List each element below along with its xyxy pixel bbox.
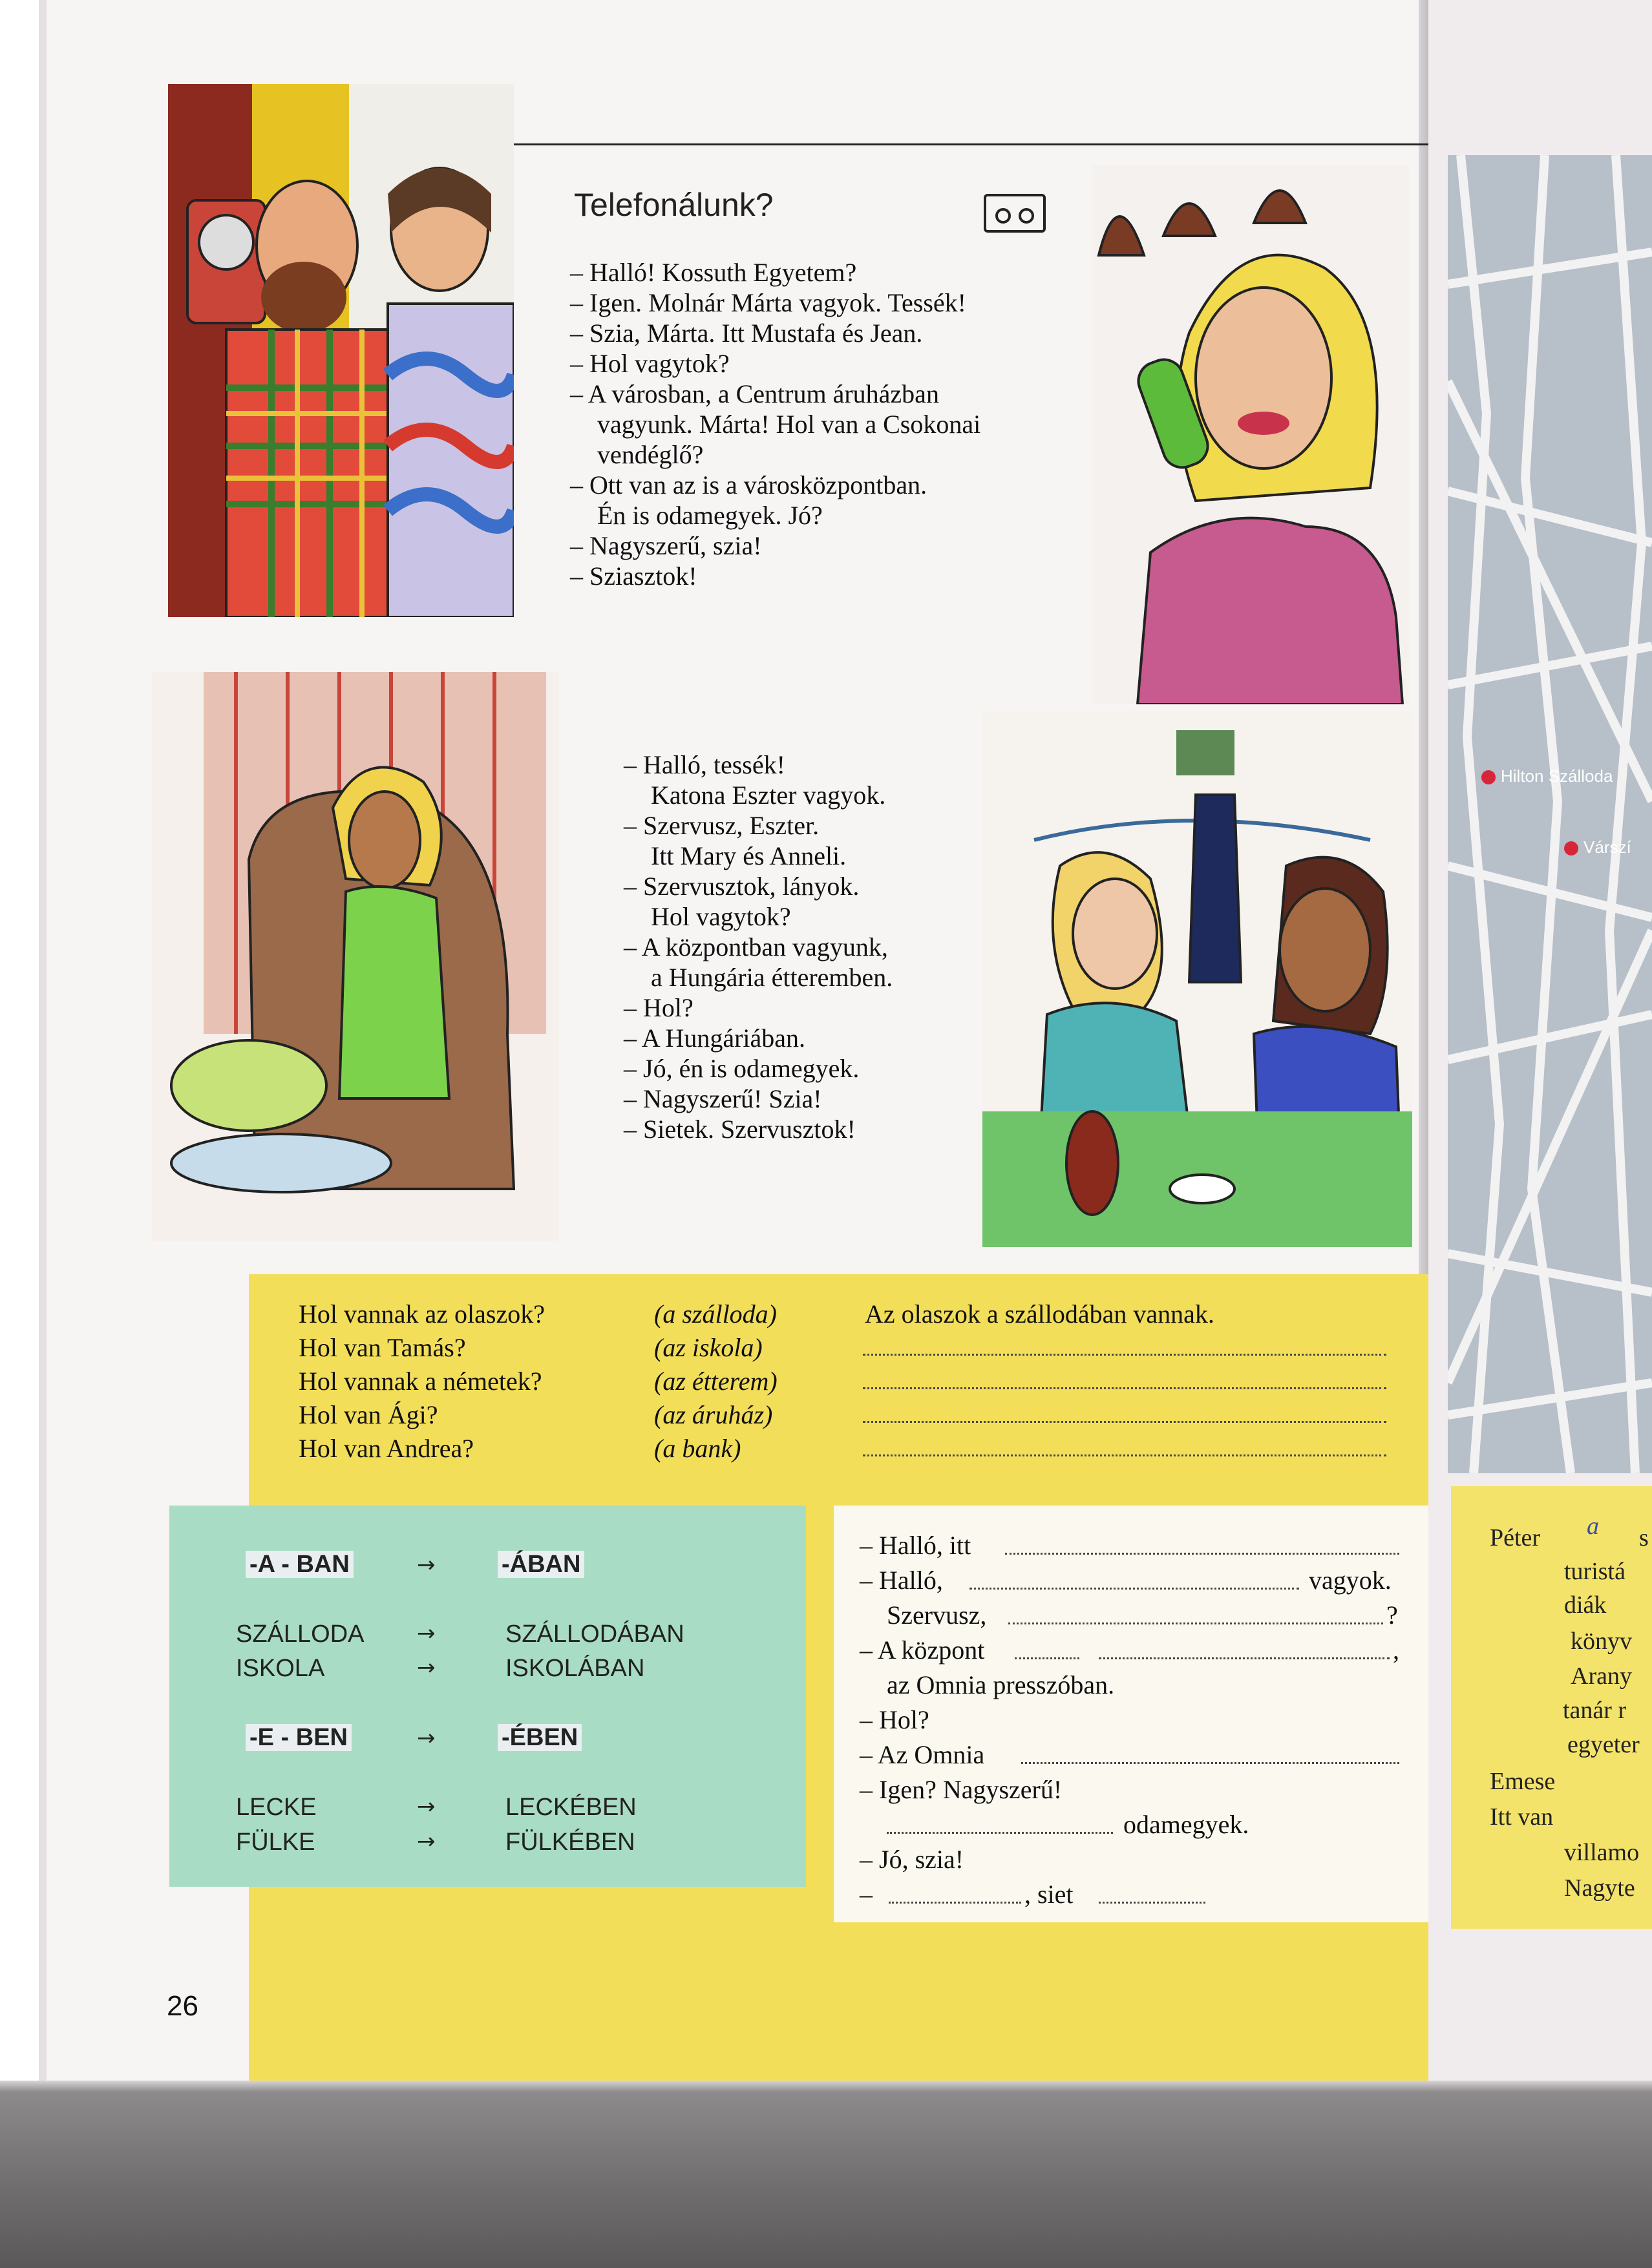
dialogue-line: – Sietek. Szervusztok! — [624, 1115, 856, 1144]
dialogue-line: Hol vagytok? — [651, 902, 791, 931]
dialogue-line: a Hungária étteremben. — [651, 963, 893, 992]
dialogue-line: – A központban vagyunk, — [624, 932, 888, 961]
dialogue-line: vagyunk. Márta! Hol van a Csokonai — [597, 410, 981, 439]
dialogue-line: – Jó, én is odamegyek. — [624, 1054, 860, 1083]
fill-line: – Halló, — [860, 1566, 943, 1595]
arrow-icon: → — [417, 1725, 436, 1751]
dialogue-1 — [570, 257, 980, 591]
dialogue-line: – Nagyszerű, szia! — [570, 531, 762, 560]
right-line: egyeter — [1567, 1731, 1640, 1758]
dialogue-line: – Hol? — [624, 993, 694, 1022]
page-number: 26 — [167, 1990, 198, 2022]
map-streets — [1448, 155, 1652, 1473]
right-line: tanár r — [1563, 1697, 1627, 1724]
illustration-restaurant — [982, 711, 1412, 1247]
dialogue-line: – A városban, a Centrum áruházban — [570, 379, 939, 408]
dialogue-line: – A Hungáriában. — [624, 1024, 806, 1053]
dialogue-line: – Szervusztok, lányok. — [624, 872, 860, 901]
example-word: SZÁLLODÁBAN — [505, 1621, 684, 1648]
fill-line: vagyok. — [1309, 1566, 1392, 1595]
fill-line: ? — [1386, 1601, 1398, 1630]
hint: (a szálloda) — [654, 1299, 777, 1328]
example-answer: Az olaszok a szállodában vannak. — [865, 1299, 1214, 1328]
fill-line: – — [860, 1880, 873, 1909]
suffix-rule: -A - BAN — [246, 1551, 354, 1579]
dialogue-line: – Halló! Kossuth Egyetem? — [570, 258, 857, 287]
dialogue-line: Itt Mary és Anneli. — [651, 841, 847, 870]
dialogue-2 — [624, 750, 893, 1144]
dialogue-line: – Szia, Márta. Itt Mustafa és Jean. — [570, 319, 923, 348]
right-line: könyv — [1571, 1628, 1632, 1655]
header-rule — [511, 143, 1428, 145]
suffix-rule: -ÉBEN — [498, 1724, 582, 1752]
right-line: Péter — [1490, 1524, 1541, 1551]
page-edge — [39, 0, 47, 2081]
right-line: Nagyte — [1564, 1874, 1635, 1902]
fill-blank[interactable] — [969, 1586, 1299, 1590]
example-word: FÜLKE — [236, 1829, 315, 1856]
answer-line[interactable] — [863, 1419, 1386, 1423]
example-word: ISKOLA — [236, 1655, 325, 1682]
right-line: villamo — [1564, 1839, 1640, 1866]
example-word: SZÁLLODA — [236, 1621, 365, 1648]
fill-line: – Igen? Nagyszerű! — [860, 1775, 1063, 1804]
fill-blank[interactable] — [1099, 1655, 1390, 1659]
dialogue-line: Katona Eszter vagyok. — [651, 781, 886, 810]
right-line: Emese — [1490, 1768, 1556, 1795]
fill-line: – Jó, szia! — [860, 1845, 964, 1874]
fill-line: – A központ — [860, 1635, 985, 1664]
fill-blank[interactable] — [1008, 1621, 1383, 1624]
fill-line: , — [1393, 1635, 1399, 1664]
hint: (a bank) — [654, 1434, 741, 1463]
right-line: diák — [1564, 1591, 1607, 1619]
map-marker-varszinhaz — [1564, 841, 1578, 856]
illustration-woman-armchair — [152, 672, 559, 1241]
dialogue-line: – Ott van az is a városközpontban. — [570, 470, 927, 499]
fill-blank[interactable] — [1099, 1900, 1205, 1904]
question: Hol vannak az olaszok? — [299, 1299, 545, 1328]
map-label-hilton: Hilton Szálloda — [1501, 766, 1613, 786]
example-word: FÜLKÉBEN — [505, 1829, 635, 1856]
dialogue-line: – Szervusz, Eszter. — [624, 811, 820, 840]
hint: (az iskola) — [654, 1333, 763, 1362]
fill-line: odamegyek. — [1123, 1810, 1249, 1839]
suffix-rule: -ÁBAN — [498, 1551, 584, 1579]
fill-line: – Hol? — [860, 1705, 929, 1734]
dialogue-line: vendéglő? — [597, 440, 704, 469]
example-word: ISKOLÁBAN — [505, 1655, 645, 1682]
fill-blank[interactable] — [1005, 1551, 1399, 1555]
fill-line: Szervusz, — [887, 1601, 987, 1630]
fill-blank[interactable] — [1015, 1655, 1079, 1659]
map-marker-hilton — [1481, 770, 1496, 784]
dialogue-line: – Halló, tessék! — [624, 750, 785, 779]
fill-line: az Omnia presszóban. — [887, 1670, 1115, 1699]
city-map — [1448, 155, 1652, 1473]
right-line: s — [1639, 1524, 1649, 1551]
question: Hol van Tamás? — [299, 1333, 466, 1362]
right-line: turistá — [1564, 1558, 1626, 1585]
fill-blank[interactable] — [889, 1900, 1021, 1904]
dialogue-line: – Sziasztok! — [570, 562, 697, 591]
answer-line[interactable] — [863, 1385, 1386, 1389]
arrow-icon: → — [417, 1552, 436, 1578]
hint: (az étterem) — [654, 1367, 778, 1396]
question: Hol vannak a németek? — [299, 1367, 542, 1396]
question: Hol van Ági? — [299, 1400, 438, 1429]
fill-blank[interactable] — [1021, 1760, 1399, 1764]
illustration-woman-phone — [1092, 165, 1409, 704]
example-word: LECKE — [236, 1794, 317, 1821]
fill-line: – Halló, itt — [860, 1531, 971, 1560]
arrow-icon: → — [417, 1829, 436, 1854]
example-word: LECKÉBEN — [505, 1794, 637, 1821]
illustration-men-phone — [168, 84, 514, 617]
arrow-icon: → — [417, 1621, 436, 1646]
dialogue-line: – Igen. Molnár Márta vagyok. Tessék! — [570, 288, 966, 317]
arrow-icon: → — [417, 1655, 436, 1681]
answer-line[interactable] — [863, 1453, 1386, 1456]
section-title: Telefonálunk? — [574, 187, 774, 223]
dialogue-line: Én is odamegyek. Jó? — [597, 501, 823, 530]
map-label-varszinhaz: Várszí — [1583, 837, 1631, 857]
hint: (az áruház) — [654, 1400, 773, 1429]
suffix-rule: -E - BEN — [246, 1724, 352, 1752]
scan-shadow — [0, 2081, 1652, 2268]
fill-line: – Az Omnia — [860, 1740, 985, 1769]
fill-blank[interactable] — [887, 1830, 1113, 1834]
fill-line: , siet — [1024, 1880, 1074, 1909]
right-line: Arany — [1571, 1663, 1632, 1690]
right-line: a — [1587, 1513, 1599, 1540]
arrow-icon: → — [417, 1794, 436, 1820]
question: Hol van Andrea? — [299, 1434, 474, 1463]
dialogue-line: – Hol vagytok? — [570, 349, 730, 378]
answer-line[interactable] — [863, 1352, 1386, 1356]
cassette-icon — [984, 194, 1046, 233]
dialogue-line: – Nagyszerű! Szia! — [624, 1084, 822, 1113]
right-line: Itt van — [1490, 1803, 1554, 1831]
